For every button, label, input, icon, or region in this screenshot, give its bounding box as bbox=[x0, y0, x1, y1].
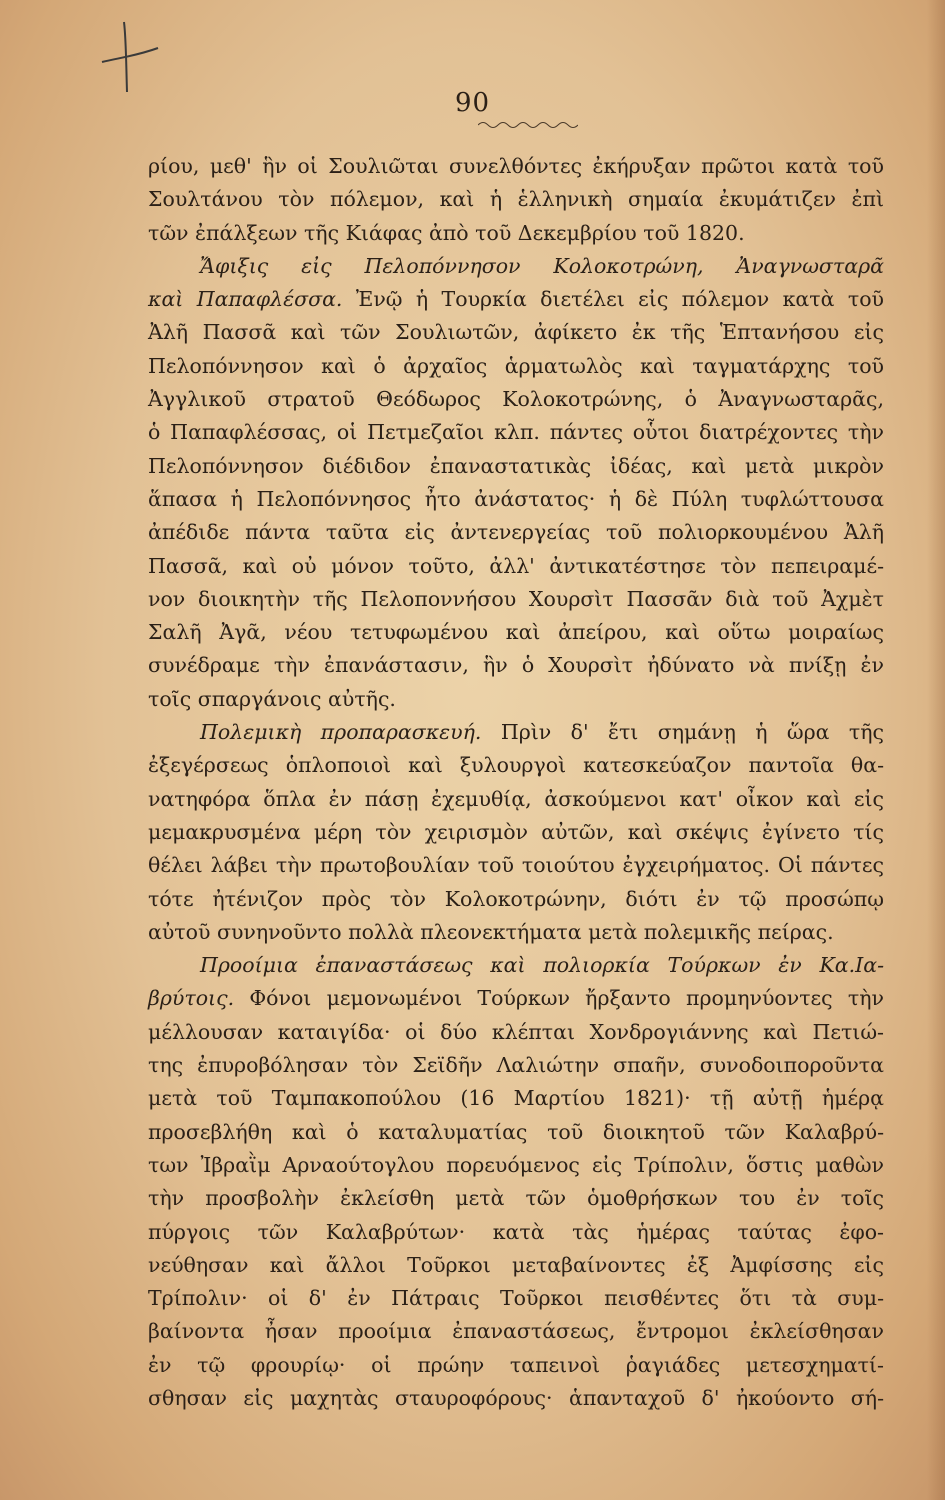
page-number-ornament bbox=[478, 120, 578, 130]
text-line bbox=[148, 649, 884, 682]
text-line bbox=[148, 1315, 884, 1348]
text-line bbox=[148, 982, 884, 1015]
body-text bbox=[148, 150, 884, 1415]
page-number: 90 bbox=[454, 88, 491, 118]
text-line bbox=[148, 716, 884, 749]
text-segment: νον διοικητὴν τῆς Πελοποννήσου Χουρσὶτ Πασσᾶν διὰ τοῦ Ἀχμὲτ bbox=[148, 586, 884, 611]
text-line bbox=[148, 683, 884, 716]
text-segment: σθησαν εἰς μαχητὰς σταυροφόρους· ἁπανταχοῦ δ' ἠκούοντο σή- bbox=[148, 1385, 884, 1410]
text-line bbox=[148, 1116, 884, 1149]
text-line bbox=[148, 1149, 884, 1182]
text-line bbox=[148, 150, 884, 183]
section-heading: Πολεμικὴ προπαρασκευή. bbox=[200, 720, 482, 745]
text-line bbox=[148, 949, 884, 982]
section-heading: Προοίμια ἐπαναστάσεως καὶ πολιορκία Τούρκων ἐν Κα.Ια- bbox=[200, 953, 884, 978]
text-line bbox=[148, 550, 884, 583]
text-line bbox=[148, 383, 884, 416]
text-segment: νεύθησαν καὶ ἄλλοι Τοῦρκοι μεταβαίνοντες ἐξ Ἀμφίσσης εἰς bbox=[148, 1252, 884, 1277]
text-segment: ρίου, μεθ' ἣν οἱ Σουλιῶται συνελθόντες ἐκήρυξαν πρῶτοι κατὰ τοῦ bbox=[148, 154, 884, 178]
text-line bbox=[148, 883, 884, 916]
text-line bbox=[148, 1016, 884, 1049]
text-segment: ἐξεγέρσεως ὁπλοποιοὶ καὶ ξυλουργοὶ κατεσκεύαζον παντοῖα θα- bbox=[148, 753, 884, 778]
text-line bbox=[148, 250, 884, 283]
text-line bbox=[148, 183, 884, 216]
text-segment: ὁ Παπαφλέσσας, οἱ Πετμεζαῖοι κλπ. πάντες οὗτοι διατρέχοντες τὴν bbox=[148, 420, 884, 445]
text-line bbox=[148, 1049, 884, 1082]
text-segment: πύργοις τῶν Καλαβρύτων· κατὰ τὰς ἡμέρας ταύτας ἐφο- bbox=[148, 1219, 884, 1244]
text-segment: τὴν προσβολὴν ἐκλείσθη μετὰ τῶν ὁμοθρήσκων του ἐν τοῖς bbox=[148, 1186, 884, 1211]
text-segment: ἐν τῷ φρουρίῳ· οἱ πρώην ταπεινοὶ ῥαγιάδες μετεσχηματί- bbox=[148, 1352, 884, 1377]
text-segment: νατηφόρα ὅπλα ἐν πάσῃ ἐχεμυθίᾳ, ἀσκούμενοι κατ' οἶκον καὶ εἰς bbox=[148, 786, 884, 811]
text-segment: συνέδραμε τὴν ἐπανάστασιν, ἣν ὁ Χουρσὶτ ἠδύνατο νὰ πνίξῃ ἐν bbox=[148, 653, 884, 678]
text-segment: Σουλτάνου τὸν πόλεμον, καὶ ἡ ἑλληνικὴ σημαία ἐκυμάτιζεν ἐπὶ bbox=[148, 187, 884, 212]
text-segment: Τρίπολιν· οἱ δ' ἐν Πάτραις Τοῦρκοι πεισθέντες ὅτι τὰ συμ- bbox=[148, 1286, 884, 1311]
text-line bbox=[148, 516, 884, 549]
text-line bbox=[148, 916, 884, 949]
text-segment: Πελοπόννησον διέδιδον ἐπαναστατικὰς ἰδέας, καὶ μετὰ μικρὸν bbox=[148, 453, 884, 478]
text-line bbox=[148, 416, 884, 449]
text-line bbox=[148, 849, 884, 882]
text-line bbox=[148, 1282, 884, 1315]
text-line bbox=[148, 1082, 884, 1115]
text-segment: Ἐνῷ ἡ Τουρκία διετέλει εἰς πόλεμον κατὰ τοῦ bbox=[342, 287, 884, 312]
text-line bbox=[148, 350, 884, 383]
text-segment: μετὰ τοῦ Ταμπακοπούλου (16 Μαρτίου 1821)· τῇ αὐτῇ ἡμέρᾳ bbox=[148, 1086, 884, 1111]
text-line bbox=[148, 1349, 884, 1382]
text-line bbox=[148, 816, 884, 849]
page-edge-shadow bbox=[927, 0, 945, 1500]
text-segment: τότε ἠτένιζον πρὸς τὸν Κολοκοτρώνην, διότι ἐν τῷ προσώπῳ bbox=[148, 886, 884, 911]
section-heading: βρύτοις. bbox=[148, 986, 235, 1011]
text-line bbox=[148, 749, 884, 782]
text-line bbox=[148, 483, 884, 516]
text-segment: θέλει λάβει τὴν πρωτοβουλίαν τοῦ τοιούτου ἐγχειρήματος. Οἱ πάντες bbox=[148, 853, 884, 878]
text-line bbox=[148, 583, 884, 616]
text-line bbox=[148, 316, 884, 349]
text-segment: τῶν ἐπάλξεων τῆς Κιάφας ἀπὸ τοῦ Δεκεμβρίου τοῦ 1820. bbox=[148, 220, 745, 245]
text-line bbox=[148, 1382, 884, 1415]
text-segment: μεμακρυσμένα μέρη τὸν χειρισμὸν αὐτῶν, καὶ σκέψις ἐγίνετο τίς bbox=[148, 819, 884, 844]
text-segment: ἅπασα ἡ Πελοπόννησος ἦτο ἀνάστατος· ἡ δὲ Πύλη τυφλώττουσα bbox=[148, 486, 884, 511]
text-segment: ἀπέδιδε πάντα ταῦτα εἰς ἀντενεργείας τοῦ πολιορκουμένου Ἀλῆ bbox=[148, 520, 884, 545]
text-segment: Πελοπόννησον καὶ ὁ ἀρχαῖος ἁρματωλὸς καὶ ταγματάρχης τοῦ bbox=[148, 353, 884, 378]
text-segment: βαίνοντα ἦσαν προοίμια ἐπαναστάσεως, ἔντρομοι ἐκλείσθησαν bbox=[148, 1319, 884, 1344]
section-heading: καὶ Παπαφλέσσα. bbox=[148, 287, 343, 312]
text-segment: μέλλουσαν καταιγίδα· οἱ δύο κλέπται Χονδρογιάννης καὶ Πετιώ- bbox=[148, 1019, 884, 1044]
text-line bbox=[148, 783, 884, 816]
text-line bbox=[148, 1249, 884, 1282]
text-line bbox=[148, 616, 884, 649]
text-segment: Σαλῆ Ἀγᾶ, νέου τετυφωμένου καὶ ἀπείρου, καὶ οὕτω μοιραίως bbox=[148, 620, 884, 645]
text-line bbox=[148, 283, 884, 316]
text-segment: Ἀλῆ Πασσᾶ καὶ τῶν Σουλιωτῶν, ἀφίκετο ἐκ τῆς Ἑπτανήσου εἰς bbox=[148, 320, 884, 345]
text-segment: προσεβλήθη καὶ ὁ καταλυματίας τοῦ διοικητοῦ τῶν Καλαβρύ- bbox=[148, 1119, 884, 1144]
text-segment: Ἀγγλικοῦ στρατοῦ Θεόδωρος Κολοκοτρώνης, ὁ Ἀναγνωσταρᾶς, bbox=[148, 387, 884, 412]
text-line bbox=[148, 1216, 884, 1249]
text-line bbox=[148, 450, 884, 483]
text-segment: Φόνοι μεμονωμένοι Τούρκων ἤρξαντο προμηνύοντες τὴν bbox=[234, 986, 884, 1011]
text-segment: των Ἰβραῒμ Αρναούτογλου πορευόμενος εἰς Τρίπολιν, ὅστις μαθὼν bbox=[148, 1152, 884, 1177]
section-heading: Ἄφιξις εἰς Πελοπόννησον Κολοκοτρώνη, Ἀναγνωσταρᾶ bbox=[200, 253, 884, 278]
text-segment: Πρὶν δ' ἔτι σημάνῃ ἡ ὥρα τῆς bbox=[481, 720, 884, 745]
text-segment: Πασσᾶ, καὶ οὐ μόνον τοῦτο, ἀλλ' ἀντικατέστησε τὸν πεπειραμέ- bbox=[148, 553, 884, 578]
text-line bbox=[148, 217, 884, 250]
text-segment: τοῖς σπαργάνοις αὐτῆς. bbox=[148, 686, 396, 711]
text-segment: αὐτοῦ συνηνοῦντο πολλὰ πλεονεκτήματα μετὰ πολεμικῆς πείρας. bbox=[148, 919, 834, 944]
text-line bbox=[148, 1182, 884, 1215]
pencil-cross-mark bbox=[96, 18, 166, 98]
text-segment: της ἐπυροβόλησαν τὸν Σεϊδῆν Λαλιώτην σπαῆν, συνοδοιποροῦντα bbox=[148, 1053, 884, 1078]
